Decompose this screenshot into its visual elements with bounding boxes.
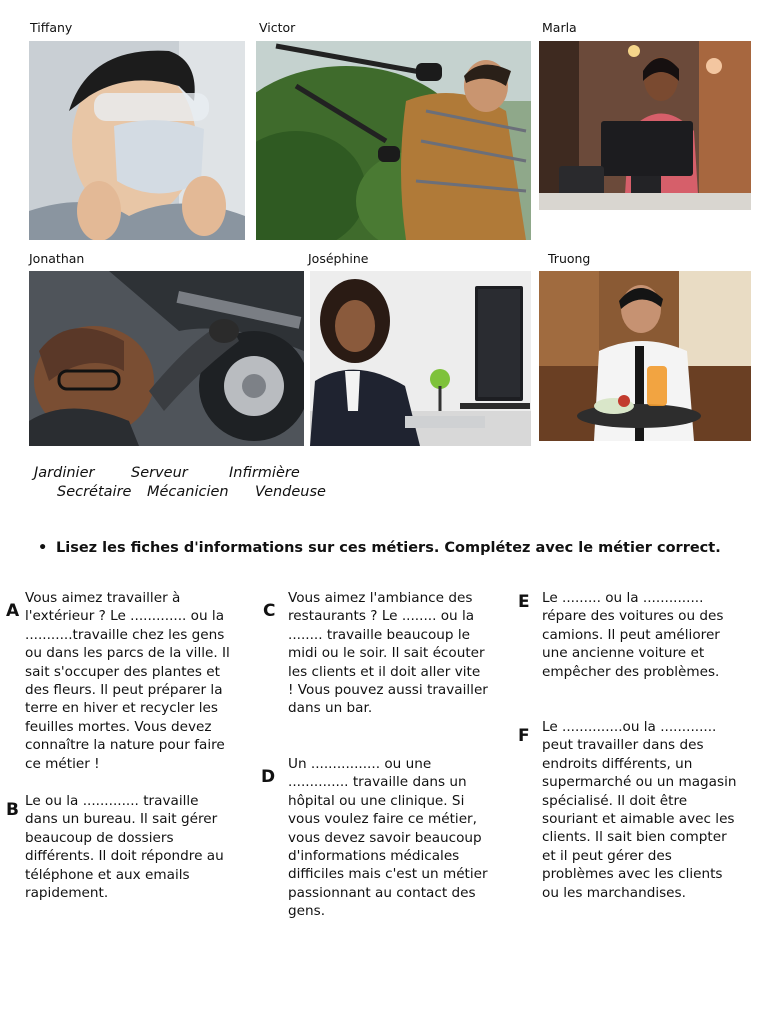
word-mecanicien: Mécanicien bbox=[147, 484, 229, 500]
card-letter-a: A bbox=[6, 601, 20, 621]
person-name-victor: Victor bbox=[259, 20, 296, 35]
card-text-b: Le ou la ............. travaille dans un bureau. Il sait gérer beaucoup de dossiers différents. Il doit répondre au téléphone et aux emails rapidement. bbox=[25, 793, 224, 902]
instruction-text: Lisez les fiches d'informations sur ces métiers. Complétez avec le métier correct. bbox=[56, 540, 721, 556]
card-text-a: Vous aimez travailler à l'extérieur ? Le ............. ou la ...........travaille chez les gens ou dans les parcs de la ville. Il sait s'occuper des plantes et des fleurs. Il peut préparer la terre en hiver et recycler les feuilles mortes. Vous devez connaître la nature pour faire ce métier ! bbox=[25, 590, 230, 772]
word-jardinier: Jardinier bbox=[34, 465, 95, 481]
bullet-icon: • bbox=[38, 540, 48, 556]
person-name-truong: Truong bbox=[548, 251, 591, 266]
card-letter-d: D bbox=[261, 767, 276, 787]
word-infirmiere: Infirmière bbox=[229, 465, 300, 481]
card-text-d: Un ................ ou une .............. travaille dans un hôpital ou une clinique. Si vous voulez faire ce métier, vous devez savoir beaucoup d'informations médicales difficiles mais c'est un métier passionnant au contact des gens. bbox=[288, 756, 488, 920]
word-secretaire: Secrétaire bbox=[57, 484, 132, 500]
card-text-f: Le ..............ou la ............. peut travailler dans des endroits différents, un supermarché ou un magasin spécialisé. Il doit être souriant et aimable avec les clients. Il sait bien compter et il peut gérer des problèmes avec les clients ou les marchandises. bbox=[542, 719, 737, 901]
card-text-e: Le ......... ou la .............. répare des voitures ou des camions. Il peut améliorer une ancienne voiture et empêcher des problèmes. bbox=[542, 590, 724, 680]
person-name-jonathan: Jonathan bbox=[29, 251, 85, 266]
card-letter-f: F bbox=[518, 726, 530, 746]
word-vendeuse: Vendeuse bbox=[255, 484, 326, 500]
card-text-c: Vous aimez l'ambiance des restaurants ? Le ........ ou la ........ travaille beaucoup le midi ou le soir. Il sait écouter les clients et il doit aller vite ! Vous pouvez aussi travailler dans un bar. bbox=[288, 590, 488, 717]
card-letter-b: B bbox=[6, 800, 19, 820]
card-letter-c: C bbox=[263, 601, 276, 621]
card-letter-e: E bbox=[518, 592, 530, 612]
person-name-tiffany: Tiffany bbox=[30, 20, 73, 35]
person-name-marla: Marla bbox=[542, 20, 577, 35]
person-name-josephine: Joséphine bbox=[308, 251, 369, 266]
word-serveur: Serveur bbox=[131, 465, 188, 481]
